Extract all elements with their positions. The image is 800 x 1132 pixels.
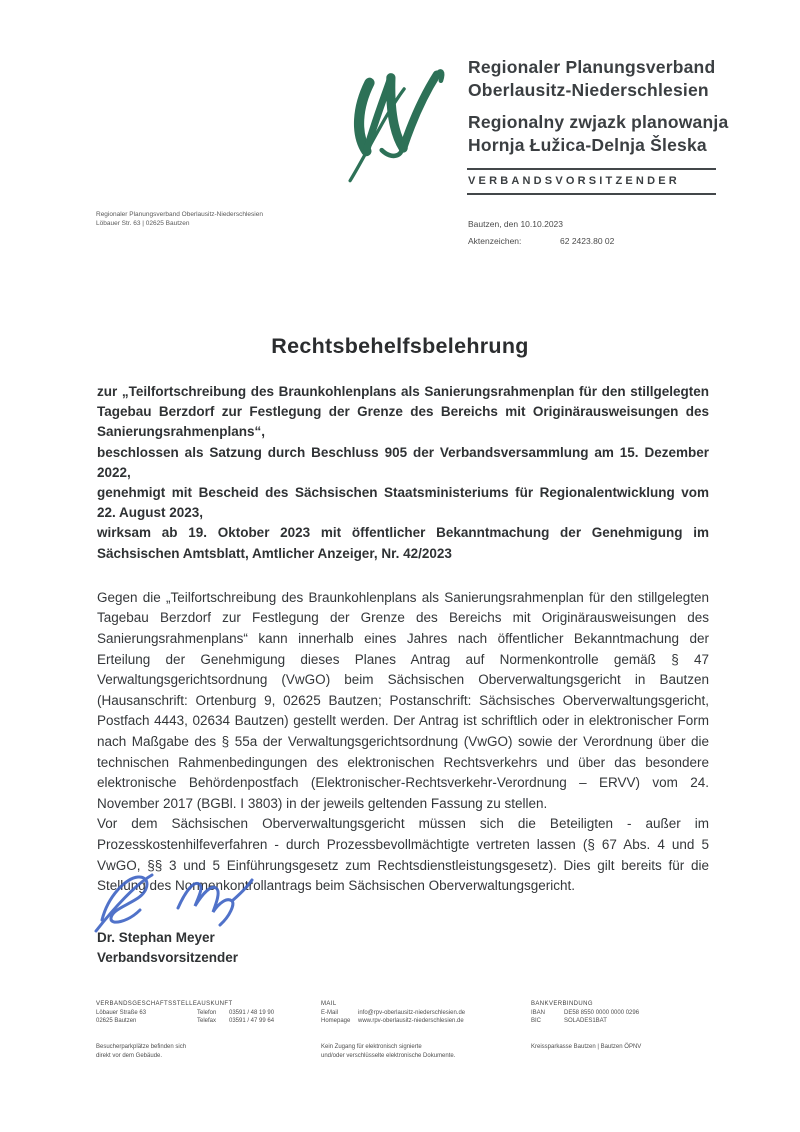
footer-homepage-row [321,1017,465,1026]
subject-line: wirksam ab 19. Oktober 2023 mit öffentlicher Bekanntmachung der Genehmigung im Sächsischen Amtsblatt, Amtlicher Anzeiger, Nr. 42/2023 [97,525,709,561]
footer-iban-value: DE58 8550 0000 0000 0296 [564,1009,640,1016]
org-name-sorbian-line1: Regionalny zwjazk planowanja [468,112,729,132]
org-name-de-line2: Oberlausitz-Niederschlesien [468,80,709,100]
footer-email-value: info@rpv-oberlausitz-niederschlesien.de [358,1009,466,1016]
org-name-de-line1: Regionaler Planungsverband [468,57,716,77]
footer-bank-note [531,1043,641,1052]
footer-bic-value: SOLADES1BAT [564,1018,607,1025]
date-reference-block [468,216,614,250]
handwritten-signature-icon [92,868,267,934]
sender-line2: Löbauer Str. 63 | 02625 Bautzen [96,219,190,227]
footer-address-column [96,1000,197,1026]
letter-body [97,382,709,897]
footer-parking-note-line1: Besucherparkplätze befinden sich [96,1044,187,1050]
footer-street: Löbauer Straße 63 [96,1009,147,1016]
footer [0,1000,800,1110]
footer-fax-value: 03591 / 47 99 64 [229,1018,275,1025]
footer-edocument-note-line2: und/oder verschlüsselte elektronische Dokumente. [321,1052,456,1059]
footer-city: 02625 Bautzen [96,1018,137,1025]
footer-phone-value: 03591 / 48 19 90 [229,1009,275,1016]
footer-fax-label: Telefax [197,1018,217,1025]
footer-edocument-note-line1: Kein Zugang für elektronisch signierte [321,1044,422,1050]
body-paragraph-1: Gegen die „Teilfortschreibung des Braunkohlenplans als Sanierungsrahmenplan für den stillgelegten Tagebau Berzdorf zur Festlegung der Grenze des Bereichs mit Originärausweisungen des Sanierungsrahmenplans“ kann innerhalb eines Jahres nach öffentlicher Bekanntmachung der Erteilung der Genehmigung dieses Planes Antrag auf Normenkontrolle gemäß § 47 Verwaltungsgerichtsordnung (VwGO) beim Sächsischen Oberverwaltungsgericht in Bautzen (Hausanschrift: Ortenburg 9, 02625 Bautzen; Postanschrift: Sächsisches Oberverwaltungsgericht, Postfach 4443, 02634 Bautzen) gestellt werden. Der Antrag ist schriftlich oder in elektronischer Form nach Maßgabe des § 55a der Verwaltungsgerichtsordnung (VwGO) sowie der Verordnung über die technischen Rahmenbedingungen des elektronischen Rechtsverkehrs und über das besondere elektronische Behördenpostfach (Elektronischer-Rechtsverkehr-Verordnung – ERVV) vom 24. November 2017 (BGBl. I 3803) in der jeweils geltenden Fassung zu stellen. [97,589,709,811]
footer-phone-row [197,1009,274,1018]
subject-block [97,382,709,564]
body-paragraphs [97,588,709,897]
subject-line: genehmigt mit Bescheid des Sächsischen Staatsministeriums für Regionalentwicklung vom 22. August 2023, [97,485,709,521]
subject-line: beschlossen als Satzung durch Beschluss 905 der Verbandsversammlung am 15. Dezember 2022, [97,444,709,480]
file-reference-label: Aktenzeichen: [468,236,522,246]
sender-return-address [96,211,263,228]
signer-block [97,928,238,968]
org-name-block [468,56,728,166]
footer-mail-header: MAIL [321,1001,337,1007]
footer-phone-header: AUSKUNFT [197,1001,233,1007]
sender-line1: Regionaler Planungsverband Oberlausitz-Niederschlesien [96,211,263,218]
signer-role: Verbandsvorsitzender [97,950,239,965]
footer-bank-header: BANKVERBINDUNG [531,1001,593,1007]
footer-mail-column [321,1000,465,1026]
footer-parking-note [96,1043,186,1060]
footer-email-row [321,1009,465,1018]
city-date: Bautzen, den 10.10.2023 [468,219,563,229]
footer-fax-row [197,1017,274,1026]
subject-line: zur „Teilfortschreibung des Braunkohlenplans als Sanierungsrahmenplan für den stillgelegten Tagebau Berzdorf zur Festlegung der Grenze des Bereichs mit Originärausweisungen des Sanierungsrahmenplans“, [97,384,709,440]
footer-address-header: VERBANDSGESCHÄFTSSTELLE [96,1001,198,1007]
footer-phone-column [197,1000,274,1026]
org-name-sorbian-line2: Hornja Łužica-Delnja Šleska [468,135,707,155]
body-paragraph-2: Vor dem Sächsischen Oberverwaltungsgericht müssen sich die Beteiligten - außer im Prozesskostenhilfeverfahren - durch Prozessbevollmächtigte vertreten lassen (§ 67 Abs. 4 und 5 VwGO, §§ 3 und 5 Einführungsgesetz zum Rechtsdienstleistungsgesetz). Dies gilt bereits für die Stellung des Normenkontrollantrags beim Sächsischen Oberverwaltungsgericht. [97,816,709,894]
role-banner: VERBANDSVORSITZENDER [467,168,716,195]
footer-email-label: E-Mail [321,1009,339,1016]
footer-bank-note-line1: Kreissparkasse Bautzen | Bautzen ÖPNV [531,1044,642,1050]
file-reference-value: 62 2423.80 02 [560,236,615,246]
signer-name: Dr. Stephan Meyer [97,930,215,945]
footer-phone-label: Telefon [197,1009,217,1016]
file-reference [468,233,614,250]
footer-parking-note-line2: direkt vor dem Gebäude. [96,1052,163,1059]
planungsverband-logo-icon [345,50,447,188]
footer-iban-row [531,1009,639,1018]
footer-bic-label: BIC [531,1018,542,1025]
footer-bic-row [531,1017,639,1026]
footer-homepage-value: www.rpv-oberlausitz-niederschlesien.de [358,1018,464,1025]
page-title: Rechtsbehelfsbelehrung [271,334,529,358]
footer-iban-label: IBAN [531,1009,546,1016]
footer-bank-column [531,1000,639,1026]
footer-edocument-note [321,1043,455,1060]
footer-homepage-label: Homepage [321,1018,351,1025]
